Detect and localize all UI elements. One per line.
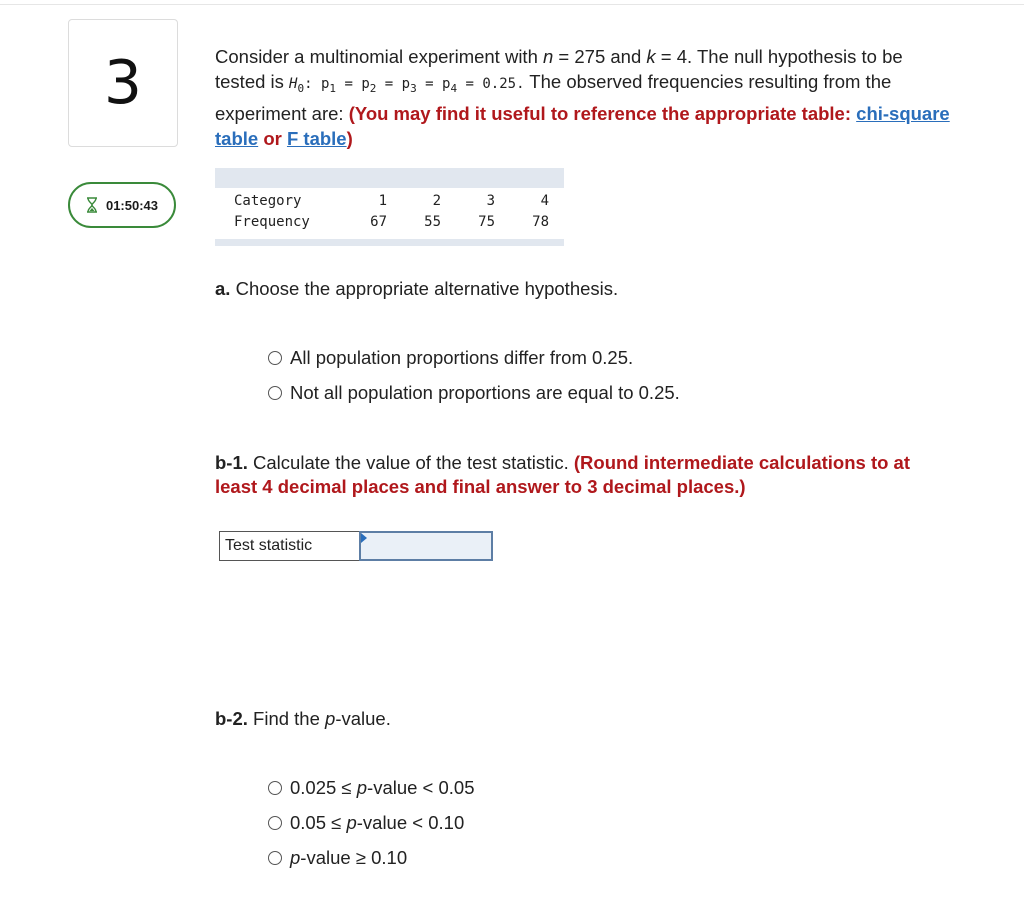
table-row [215,211,564,232]
null-hypothesis: $H_0$: $p_1 = p_2 = p_3 = p_4 = 0.25$. [289,76,525,95]
table-cell: 2 [432,192,441,209]
alt-hypothesis-option-2[interactable] [268,382,680,404]
n-symbol: n [543,46,554,67]
test-statistic-label: Test statistic [219,531,359,561]
test-statistic-input[interactable] [359,531,493,561]
table-cell: 67 [370,213,387,230]
radio-button[interactable] [268,816,282,830]
k-symbol: k [646,46,656,67]
f-table-link[interactable]: F table [286,127,347,149]
p-value-option-1[interactable] [268,777,475,799]
intro-paragraph [215,44,955,151]
n-value: = 275 and [553,46,647,67]
table-row [215,190,564,211]
option-label: 0.05 ≤ p-value < 0.10 [290,812,465,833]
category-header: Category [234,192,302,209]
option-label: All population proportions differ from 0.25. [290,347,634,368]
part-b2-prompt: b-2. Find the p-value. [215,708,391,729]
p-value-option-2[interactable] [268,812,464,834]
p-value-option-3[interactable] [268,847,407,869]
table-header-bar [215,168,564,188]
timer-value: 01:50:43 [105,197,159,213]
intro-text-2: The observed frequencies resulting from the experiment are: [215,71,892,124]
table-cell: 4 [540,192,549,209]
table-cell: 1 [378,192,387,209]
part-a-prompt: a. Choose the appropriate alternative hypothesis. [215,278,619,299]
timer-badge[interactable] [68,182,176,228]
frequency-header: Frequency [234,213,310,230]
part-b1-prompt: b-1. Calculate the value of the test statistic. (Round intermediate calculations to at least 4 decimal places and final answer to 3 decimal places.) [215,452,911,497]
question-number: 3 [68,19,178,147]
table-footer-bar [215,239,564,246]
top-divider [0,4,1024,5]
alt-hypothesis-option-1[interactable] [268,347,633,369]
option-label: p-value ≥ 0.10 [290,847,408,868]
radio-button[interactable] [268,851,282,865]
table-cell: 75 [478,213,495,230]
intro-text: Consider a multinomial experiment with [215,46,543,67]
hourglass-icon [86,197,98,213]
table-cell: 3 [486,192,495,209]
chi-square-table-link[interactable]: chi-square table [215,102,950,149]
question-stem [215,44,955,151]
radio-button[interactable] [268,351,282,365]
option-label: 0.025 ≤ p-value < 0.05 [290,777,475,798]
frequency-table [215,168,564,246]
option-label: Not all population proportions are equal to 0.25. [290,382,680,403]
radio-button[interactable] [268,781,282,795]
radio-button[interactable] [268,386,282,400]
k-value: = 4. The null hypothesis to be tested is [215,46,903,92]
rounding-note: (Round intermediate calculations to at least 4 decimal places and final answer to 3 decimal places.) [215,452,911,497]
reference-note: (You may find it useful to reference the appropriate table: chi-square table or F table) [215,102,950,149]
table-cell: 55 [424,213,441,230]
input-focus-marker [361,533,367,543]
table-cell: 78 [532,213,549,230]
